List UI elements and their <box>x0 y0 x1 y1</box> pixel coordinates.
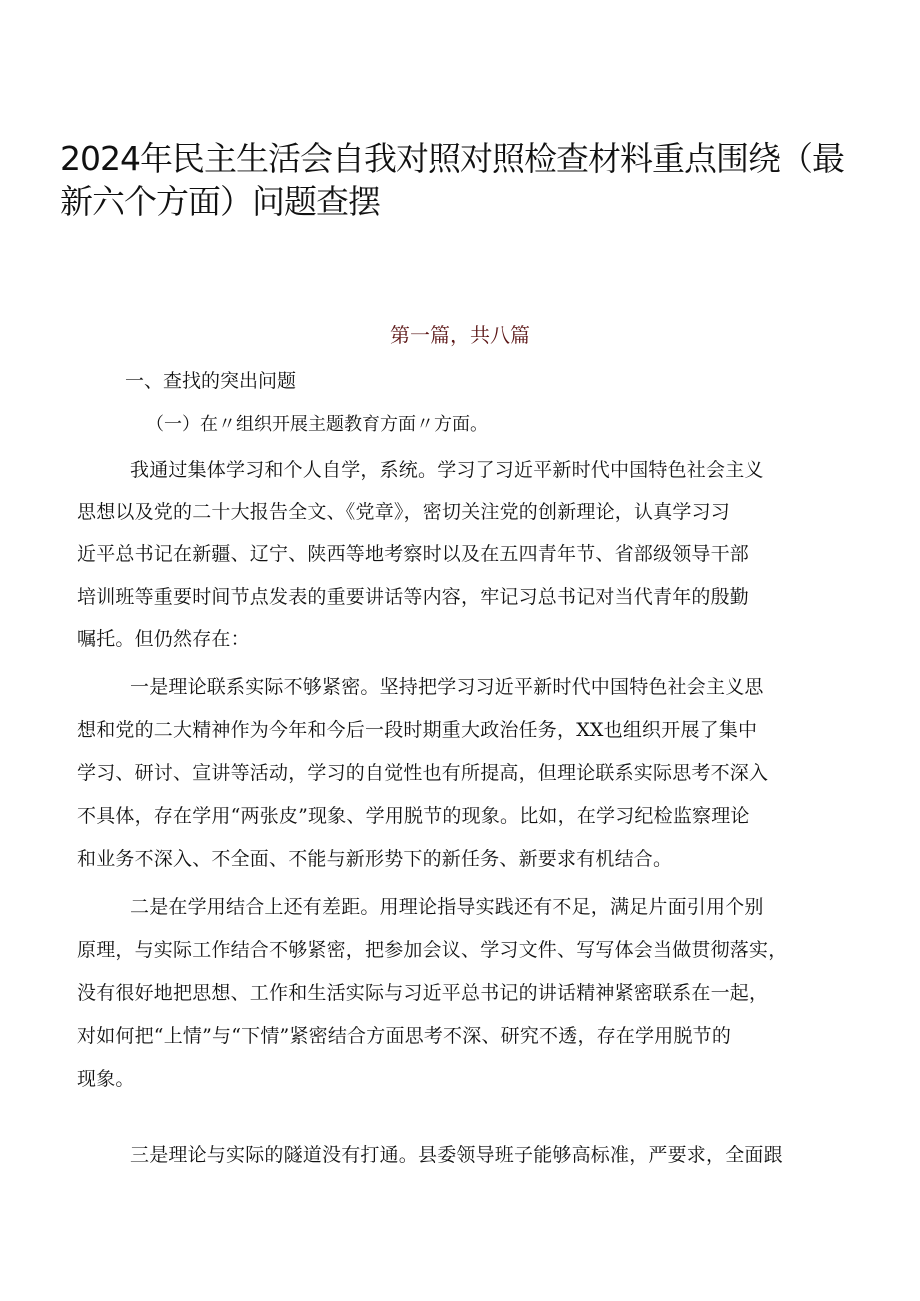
body-line: 嘱托。但仍然存在： <box>77 628 250 650</box>
body-line: 一是理论联系实际不够紧密。坚持把学习习近平新时代中国特色社会主义思 <box>130 676 764 698</box>
body-line: 不具体，存在学用“两张皮”现象、学用脱节的现象。比如，在学习纪检监察理论 <box>77 805 750 827</box>
body-line: 学习、研讨、宣讲等活动，学习的自觉性也有所提高，但理论联系实际思考不深入 <box>77 762 769 784</box>
section-heading: 一、查找的突出问题 <box>125 370 297 392</box>
body-line: 对如何把“上情”与“下情”紧密结合方面思考不深、研究不透，存在学用脱节的 <box>77 1025 732 1047</box>
body-line: 没有很好地把思想、工作和生活实际与习近平总书记的讲话精神紧密联系在一起， <box>77 982 769 1004</box>
document-title-line-2: 新六个方面）问题查摆 <box>60 182 380 221</box>
body-line: 我通过集体学习和个人自学，系统。学习了习近平新时代中国特色社会主义 <box>130 459 764 481</box>
body-line: 现象。 <box>77 1068 135 1090</box>
body-line: 三是理论与实际的隧道没有打通。县委领导班子能够高标准，严要求，全面跟 <box>130 1144 783 1166</box>
body-line: 培训班等重要时间节点发表的重要讲话等内容，牢记习总书记对当代青年的殷勤 <box>77 586 750 608</box>
body-line: 原理，与实际工作结合不够紧密，把参加会议、学习文件、写写体会当做贯彻落实， <box>77 939 788 961</box>
body-line: 二是在学用结合上还有差距。用理论指导实践还有不足，满足片面引用个别 <box>130 896 764 918</box>
body-line: 想和党的二大精神作为今年和今后一段时期重大政治任务，XX也组织开展了集中 <box>77 719 758 741</box>
sub-heading: （一）在〃组织开展主题教育方面〃方面。 <box>146 414 488 435</box>
body-line: 和业务不深入、不全面、不能与新形势下的新任务、新要求有机结合。 <box>77 848 673 870</box>
body-line: 近平总书记在新疆、辽宁、陕西等地考察时以及在五四青年节、省部级领导干部 <box>77 543 750 565</box>
document-title-line-1: 2024年民主生活会自我对照对照检查材料重点围绕（最 <box>60 139 844 178</box>
body-line: 思想以及党的二十大报告全文、《党章》，密切关注党的创新理论，认真学习习 <box>77 501 731 523</box>
part-subtitle: 第一篇，共八篇 <box>390 323 530 347</box>
